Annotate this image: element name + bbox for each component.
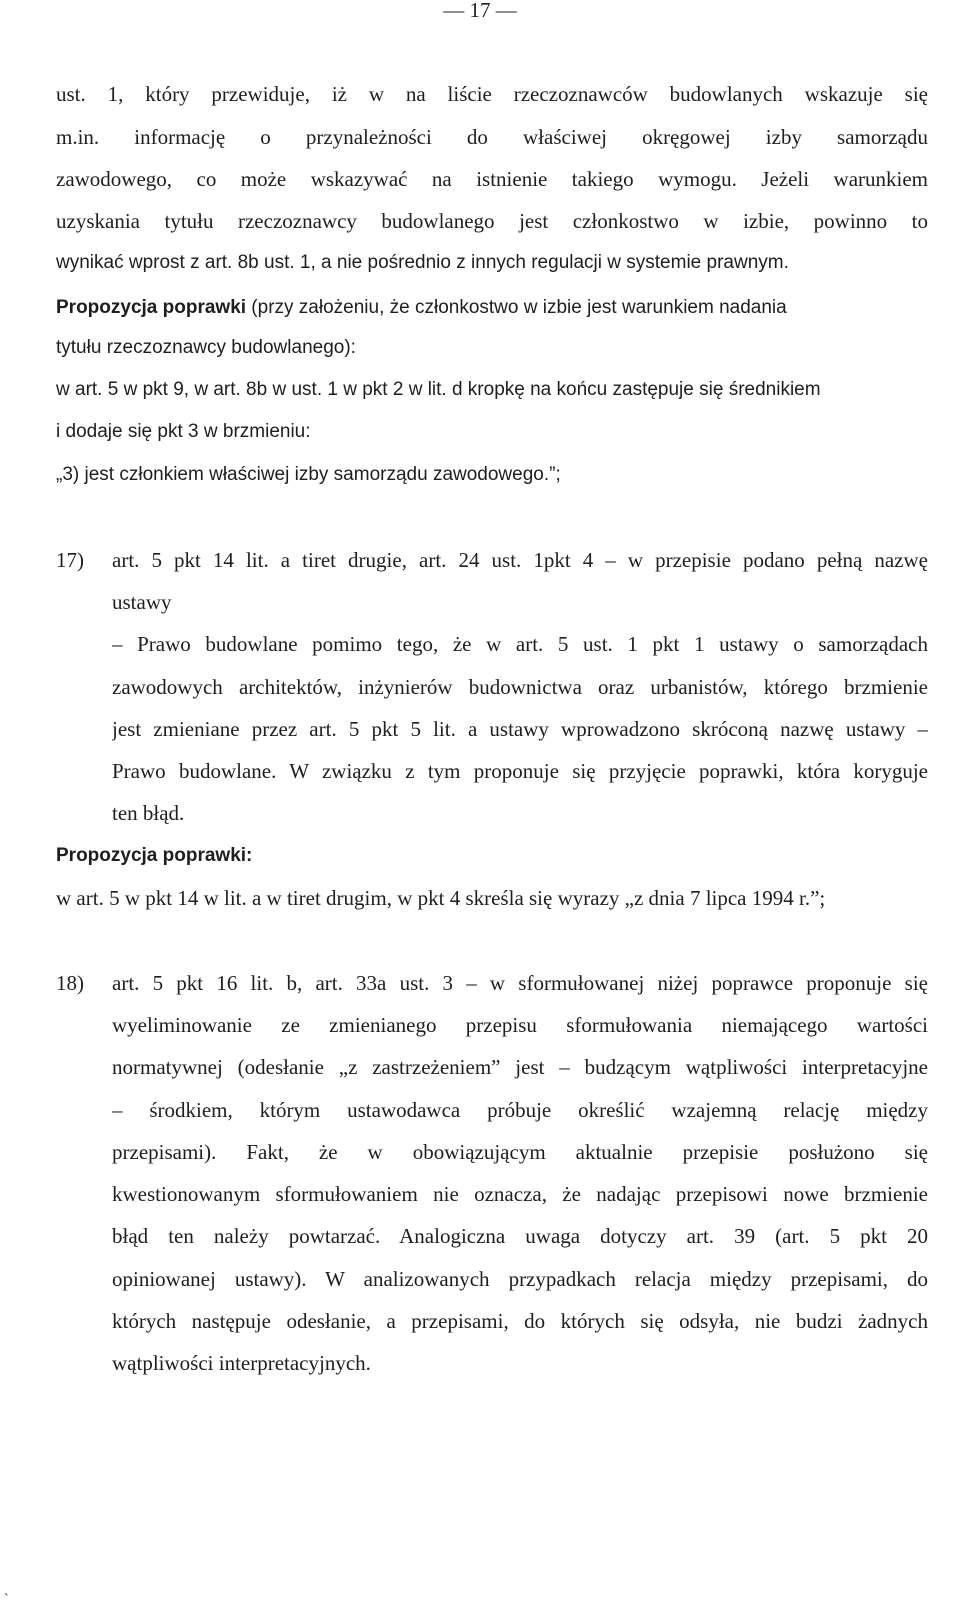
page-number: — 17 — xyxy=(443,0,517,22)
item-18-line-2: wyeliminowanie ze zmienianego przepisu sformułowania niemającego wartości xyxy=(112,1013,928,1037)
item-17-line-4: zawodowych architektów, inżynierów budownictwa oraz urbanistów, którego brzmienie xyxy=(112,675,928,699)
intro-line-2: m.in. informację o przynależności do właściwej okręgowej izby samorządu xyxy=(56,125,928,149)
intro-line-3: zawodowego, co może wskazywać na istnienie takiego wymogu. Jeżeli warunkiem xyxy=(56,167,928,191)
item-17-proposal-text: w art. 5 w pkt 14 w lit. a w tiret drugim, w pkt 4 skreśla się wyrazy „z dnia 7 lipca 1994 r.”; xyxy=(56,886,826,910)
item-17-line-2: ustawy xyxy=(112,590,172,614)
proposal-1-line-1-rest: (przy założeniu, że członkostwo w izbie jest warunkiem nadania xyxy=(251,297,787,318)
proposal-1-quoted-point: „3) jest członkiem właściwej izby samorządu zawodowego.”; xyxy=(56,464,561,485)
proposal-1-line-1 xyxy=(56,292,928,322)
proposal-1-line-3: w art. 5 w pkt 9, w art. 8b w ust. 1 w pkt 2 w lit. d kropkę na końcu zastępuje się średnikiem xyxy=(56,379,821,400)
item-18-line-7: błąd ten należy powtarzać. Analogiczna uwaga dotyczy art. 39 (art. 5 pkt 20 xyxy=(112,1224,928,1248)
item-18-line-9: których następuje odesłanie, a przepisami, do których się odsyła, nie budzi żadnych xyxy=(112,1309,928,1333)
proposal-1-line-4: i dodaje się pkt 3 w brzmieniu: xyxy=(56,421,311,442)
intro-line-5: wynikać wprost z art. 8b ust. 1, a nie pośrednio z innych regulacji w systemie prawnym. xyxy=(56,252,789,273)
item-18-line-3: normatywnej (odesłanie „z zastrzeżeniem” jest – budzącym wątpliwości interpretacyjne xyxy=(112,1055,928,1079)
item-17-line-5: jest zmieniane przez art. 5 pkt 5 lit. a ustawy wprowadzono skróconą nazwę ustawy – xyxy=(112,717,928,741)
item-18-line-5: przepisami). Fakt, że w obowiązującym aktualnie przepisie posłużono się xyxy=(112,1140,928,1164)
item-18-line-1: art. 5 pkt 16 lit. b, art. 33a ust. 3 – w sformułowanej niżej poprawce proponuje się xyxy=(112,971,928,995)
item-18-line-6: kwestionowanym sformułowaniem nie oznacza, że nadając przepisowi nowe brzmienie xyxy=(112,1182,928,1206)
proposal-1-label: Propozycja poprawki xyxy=(56,297,247,318)
footer-mark: ` xyxy=(4,1592,9,1607)
item-17-line-3: – Prawo budowlane pomimo tego, że w art. 5 ust. 1 pkt 1 ustawy o samorządach xyxy=(112,632,928,656)
item-17-line-7: ten błąd. xyxy=(112,801,185,825)
item-17-number: 17) xyxy=(56,548,84,572)
item-18-number: 18) xyxy=(56,971,84,995)
item-18-line-8: opiniowanej ustawy). W analizowanych przypadkach relacja między przepisami, do xyxy=(112,1267,928,1291)
item-18-line-10: wątpliwości interpretacyjnych. xyxy=(112,1351,371,1375)
item-17-line-6: Prawo budowlane. W związku z tym proponuje się przyjęcie poprawki, która koryguje xyxy=(112,759,928,783)
proposal-1-line-2: tytułu rzeczoznawcy budowlanego): xyxy=(56,337,356,358)
intro-line-4: uzyskania tytułu rzeczoznawcy budowlanego jest członkostwo w izbie, powinno to xyxy=(56,209,928,233)
item-18-line-4: – środkiem, którym ustawodawca próbuje określić wzajemną relację między xyxy=(112,1098,928,1122)
item-17-proposal-label: Propozycja poprawki: xyxy=(56,845,253,866)
intro-line-1: ust. 1, który przewiduje, iż w na liście rzeczoznawców budowlanych wskazuje się xyxy=(56,82,928,106)
item-17-line-1: art. 5 pkt 14 lit. a tiret drugie, art. 24 ust. 1pkt 4 – w przepisie podano pełną nazwę xyxy=(112,548,928,572)
